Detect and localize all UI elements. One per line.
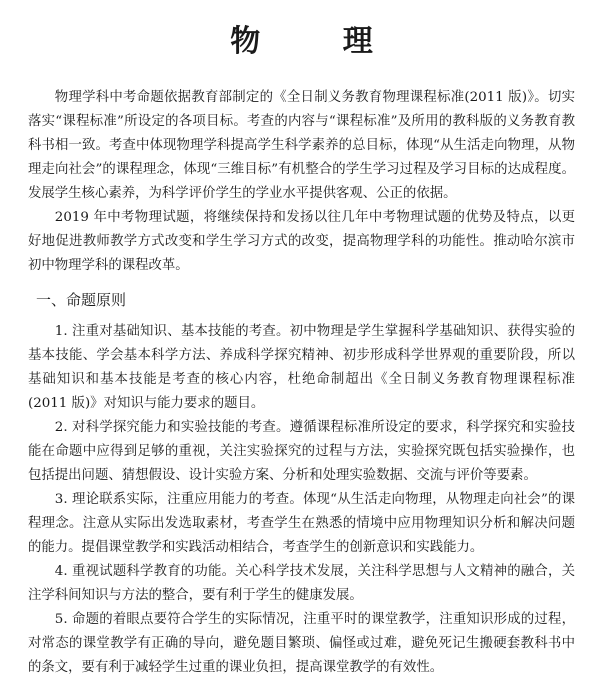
- principle-paragraph-3: 3. 理论联系实际，注重应用能力的考查。体现“从生活走向物理，从物理走向社会”的课程理念。注意从实际出发选取素材，考查学生在熟悉的情境中应用物理知识分析和解决问题的能力。提倡课堂教学和实践活动相结合，考查学生的创新意识和实践能力。: [28, 492, 575, 555]
- principle-paragraph-1: 1. 注重对基础知识、基本技能的考查。初中物理是学生掌握科学基础知识、获得实验的基本技能、学会基本科学方法、养成科学探究精神、初步形成科学世界观的重要阶段，所以基础知识和基本技能是考查的核心内容，杜绝命制超出《全日制义务教育物理课程标准(2011 版)》对知识与能力要求的题目。: [28, 324, 575, 411]
- section-heading: 一、命题原则: [36, 291, 127, 309]
- principle-paragraph-2: 2. 对科学探究能力和实验技能的考查。遵循课程标准所设定的要求，科学探究和实验技能在命题中应得到足够的重视，关注实验探究的过程与方法，实验探究既包括实验操作，也包括提出问题、猜想假设、设计实验方案、分析和处理实验数据、交流与评价等要素。: [28, 420, 575, 483]
- page-title: 物 理: [230, 24, 409, 59]
- intro-paragraph-1: 物理学科中考命题依据教育部制定的《全日制义务教育物理课程标准(2011 版)》。切实落实“课程标准”所设定的各项目标。考查的内容与“课程标准”及所用的教科版的义务教育教科书相一致。考查中体现物理学科提高学生科学素养的总目标，体现“从生活走向物理，从物理走向社会”的课程理念，体现“三维目标”有机整合的学生学习过程及学习目标的达成程度。发展学生核心素养，为科学评价学生的学业水平提供客观、公正的依据。: [28, 90, 575, 201]
- principle-paragraph-4: 4. 重视试题科学教育的功能。关心科学技术发展，关注科学思想与人文精神的融合，关注学科间知识与方法的整合，要有利于学生的健康发展。: [28, 564, 575, 603]
- principle-paragraph-5: 5. 命题的着眼点要符合学生的实际情况，注重平时的课堂教学，注重知识形成的过程，对常态的课堂教学有正确的导向，避免题目繁琐、偏怪或过难，避免死记生搬硬套教科书中的条文，要有利于减轻学生过重的课业负担，提高课堂教学的有效性。: [28, 612, 575, 675]
- intro-paragraph-2: 2019 年中考物理试题，将继续保持和发扬以往几年中考物理试题的优势及特点，以更好地促进教师教学方式改变和学生学习方式的改变，提高物理学科的功能性。推动哈尔滨市初中物理学科的课程改革。: [28, 210, 575, 273]
